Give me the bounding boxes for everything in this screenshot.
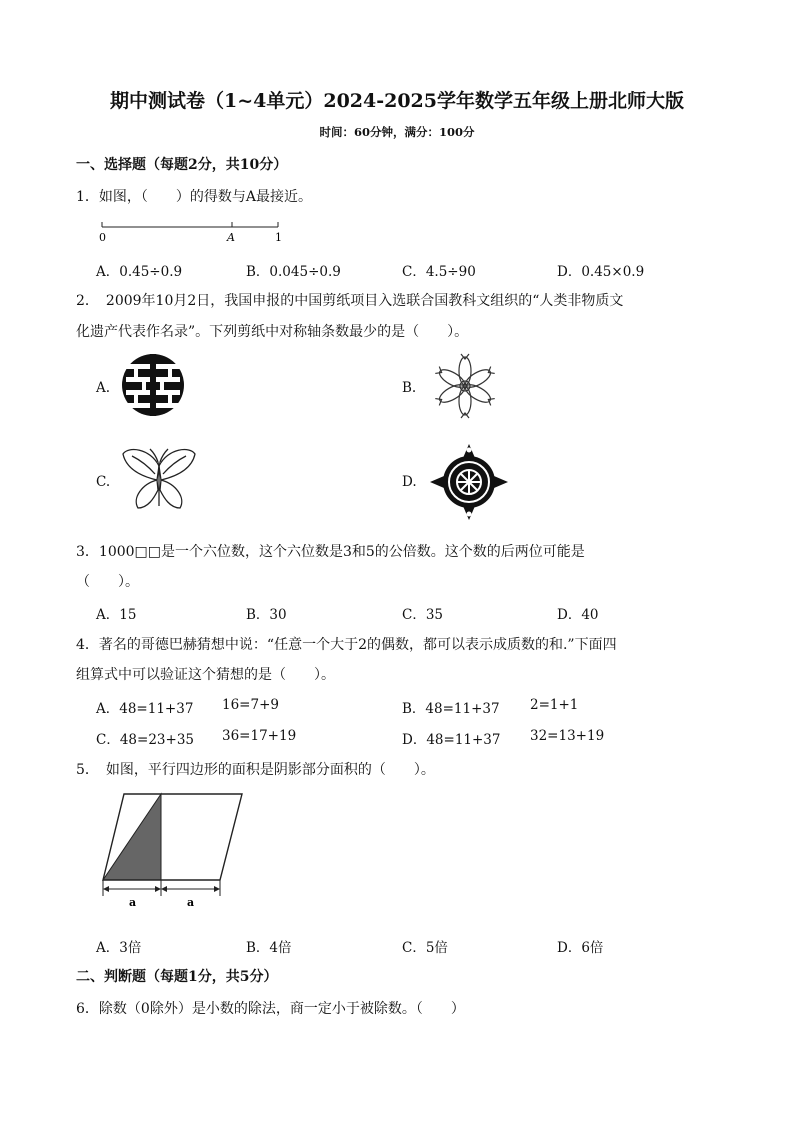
q4-option-c-eq1: 48=23+35 (119, 732, 195, 748)
q4-option-d-label: D． (402, 732, 427, 748)
exam-info: 时间：60分钟，满分：100分 (319, 125, 475, 139)
q1-option-a[interactable]: A．0.45÷0.9 (96, 264, 183, 280)
question-5-text: 5． 如图，平行四边形的面积是阴影部分面积的（ ）。 (76, 762, 435, 778)
q5-option-a[interactable]: A．3倍 (96, 940, 142, 956)
q2-option-d-label[interactable]: D. (402, 474, 417, 490)
question-2-line-1: 2． 2009年10月2日，我国申报的中国剪纸项目入选联合国教科文组织的“人类非物质文 (76, 293, 624, 309)
number-line-figure (96, 218, 286, 244)
q3-option-b[interactable]: B．30 (246, 607, 287, 623)
papercut-b-flower-image (430, 350, 500, 422)
question-1-text: 1．如图，（ ）的得数与A最接近。 (76, 189, 313, 205)
q5-option-d[interactable]: D．6倍 (557, 940, 604, 956)
q4-option-d-eq2: 32=13+19 (530, 728, 605, 744)
q2-option-c-label[interactable]: C. (96, 474, 111, 490)
q3-option-c[interactable]: C．35 (402, 607, 444, 623)
q4-option-b[interactable] (402, 697, 500, 717)
q4-option-a[interactable] (96, 697, 193, 717)
section-heading-judgment: 二、判断题（每题1分，共5分） (76, 969, 278, 985)
q4-option-b-label: B． (402, 701, 426, 717)
papercut-a-double-happiness-image (120, 350, 186, 420)
q1-option-c[interactable]: C．4.5÷90 (402, 264, 476, 280)
q5-option-b[interactable]: B．4倍 (246, 940, 292, 956)
q5-option-c[interactable]: C．5倍 (402, 940, 448, 956)
question-6-text: 6．除数（0除外）是小数的除法，商一定小于被除数。（ ） (76, 1001, 465, 1017)
page-title: 期中测试卷（1~4单元）2024-2025学年数学五年级上册北师大版 (109, 90, 684, 112)
dimension-label-right: a (187, 896, 195, 909)
q2-option-b-label[interactable]: B. (402, 380, 417, 396)
section-heading-choice: 一、选择题（每题2分，共10分） (76, 157, 288, 173)
q4-option-c-eq2: 36=17+19 (222, 728, 297, 744)
question-4-line-2: 组算式中可以验证这个猜想的是（ ）。 (76, 667, 335, 683)
q4-option-c-label: C． (96, 732, 120, 748)
q1-option-d[interactable]: D．0.45×0.9 (557, 264, 645, 280)
number-line-start-label: 0 (99, 231, 106, 244)
q4-option-c[interactable] (96, 728, 194, 748)
papercut-c-butterfly-image (120, 446, 198, 516)
q4-option-a-eq2: 16=7+9 (222, 697, 279, 713)
papercut-d-medallion-image (428, 442, 510, 522)
parallelogram-figure (96, 793, 248, 911)
number-line-end-label: 1 (275, 231, 282, 244)
q4-option-b-eq2: 2=1+1 (530, 697, 579, 713)
dimension-label-left: a (129, 896, 137, 909)
q2-option-a-label[interactable]: A. (96, 380, 111, 396)
q3-option-d[interactable]: D．40 (557, 607, 599, 623)
q1-option-b[interactable]: B．0.045÷0.9 (246, 264, 341, 280)
q3-option-a[interactable]: A．15 (96, 607, 137, 623)
shaded-triangle (103, 794, 161, 880)
question-3-line-2: （ ）。 (76, 574, 139, 590)
q4-option-b-eq1: 48=11+37 (425, 701, 500, 717)
number-line-point-label: A (227, 231, 235, 244)
q4-option-a-label: A． (96, 701, 120, 717)
question-3-line-1: 3．1000□□是一个六位数，这个六位数是3和5的公倍数。这个数的后两位可能是 (76, 544, 585, 560)
question-2-line-2: 化遗产代表作名录”。下列剪纸中对称轴条数最少的是（ ）。 (76, 324, 469, 340)
q4-option-d[interactable] (402, 728, 501, 748)
q4-option-a-eq1: 48=11+37 (119, 701, 194, 717)
q4-option-d-eq1: 48=11+37 (426, 732, 501, 748)
question-4-line-1: 4．著名的哥德巴赫猜想中说：“任意一个大于2的偶数，都可以表示成质数的和.”下面四 (76, 637, 617, 653)
